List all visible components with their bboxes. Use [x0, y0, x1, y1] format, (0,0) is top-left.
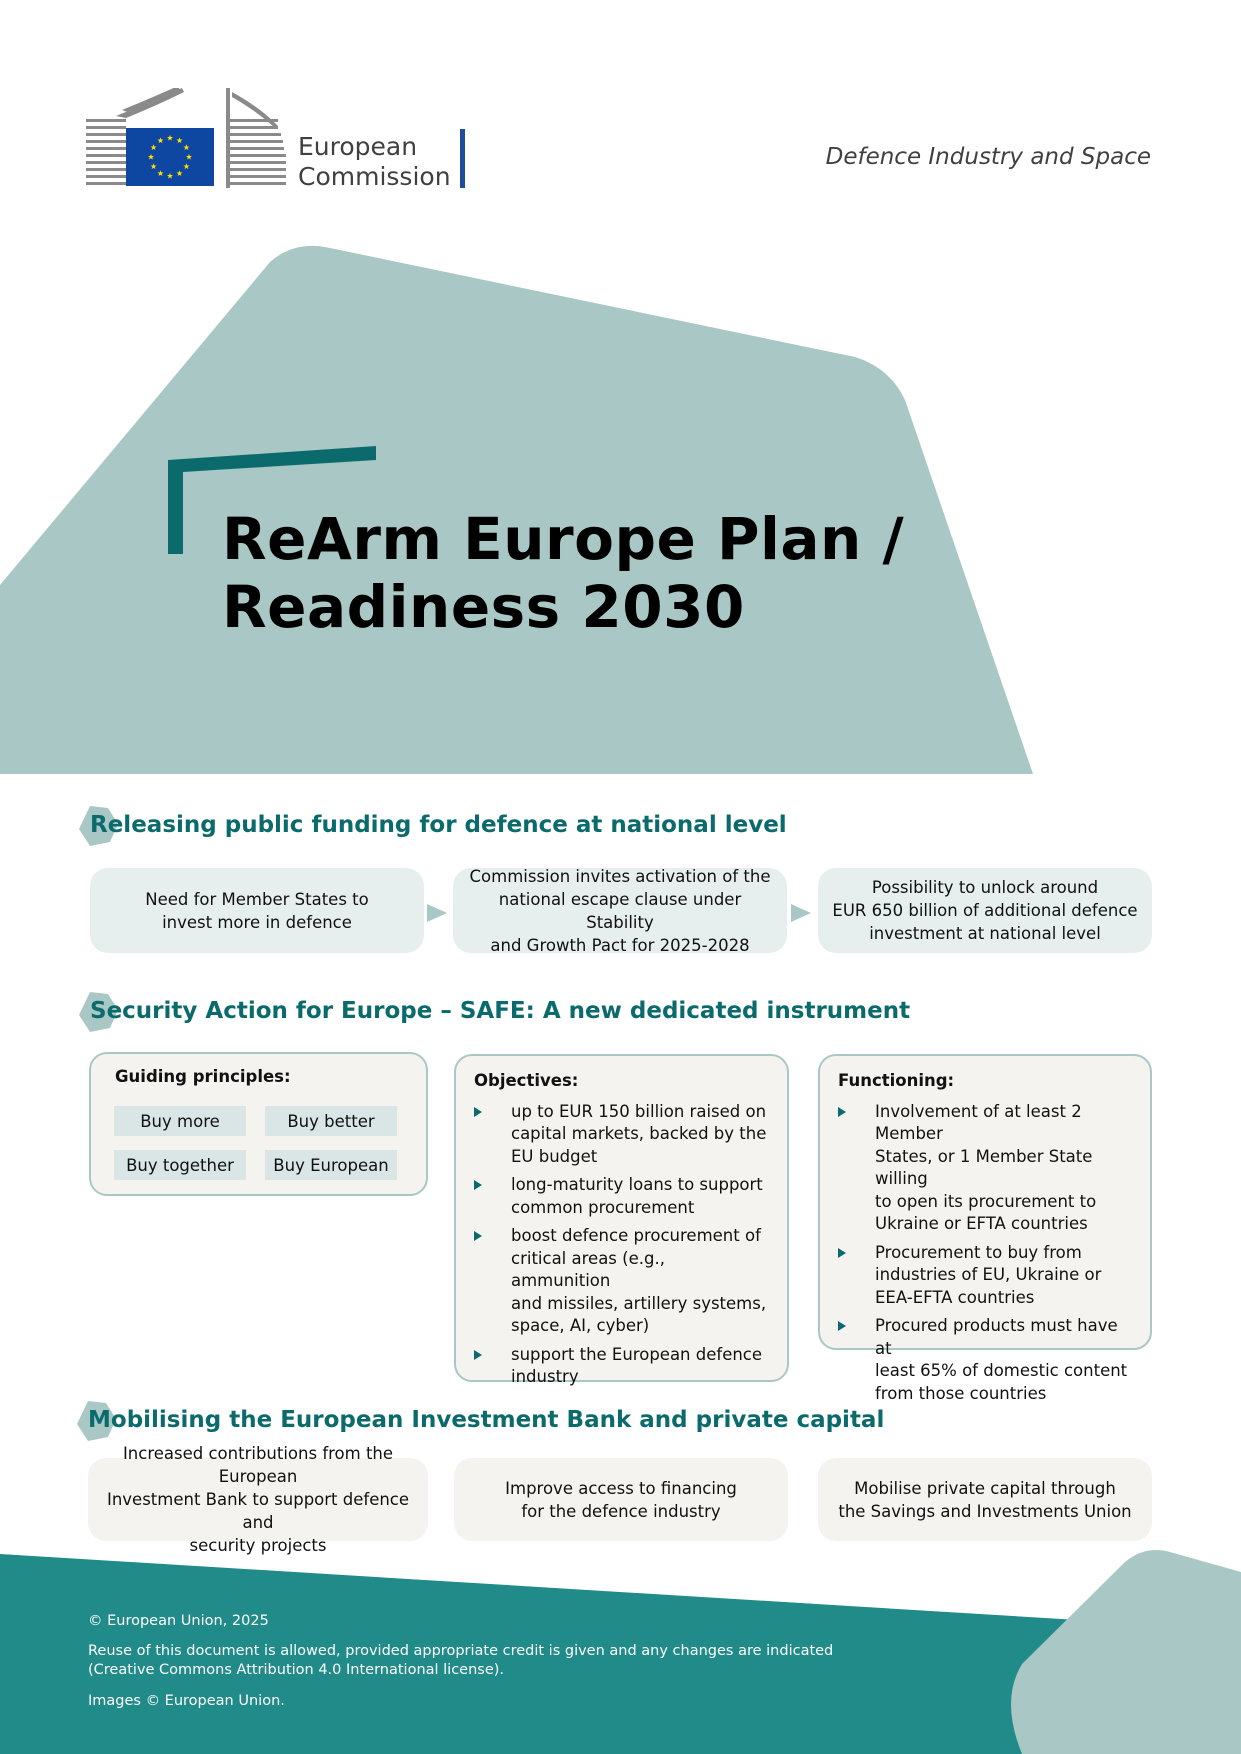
eib-box-text: Improve access to financing for the defence industry: [505, 1478, 737, 1521]
list-item: boost defence procurement of critical areas (e.g., ammunition and missiles, artillery systems, space, AI, cyber): [474, 1225, 769, 1338]
funding-box-text: Need for Member States to invest more in defence: [145, 889, 369, 932]
funding-box-text: Possibility to unlock around EUR 650 billion of additional defence investment at national level: [832, 878, 1138, 943]
arrow-right-icon: [791, 904, 811, 922]
funding-box-escape-clause: [453, 868, 787, 953]
list-item: up to EUR 150 billion raised on capital markets, backed by the EU budget: [474, 1101, 769, 1169]
funding-box-text: Commission invites activation of the national escape clause under Stability and Growth Pact for 2025-2028: [469, 866, 771, 955]
eib-box-financing: [454, 1458, 788, 1541]
bullet-triangle-icon: [838, 1107, 846, 1117]
principle-buy-better: Buy better: [265, 1106, 397, 1136]
list-item: long-maturity loans to support common procurement: [474, 1174, 769, 1219]
footer-images-credit: Images © European Union.: [88, 1693, 285, 1709]
page-title-line1: ReArm Europe Plan /: [222, 505, 905, 573]
bullet-triangle-icon: [474, 1350, 482, 1360]
objectives-panel: [454, 1054, 789, 1386]
principle-buy-together: Buy together: [114, 1150, 246, 1180]
page-title: [222, 505, 904, 641]
functioning-list: [838, 1101, 1132, 1406]
department-name: Defence Industry and Space: [825, 144, 1151, 170]
footer-reuse-notice: Reuse of this document is allowed, provided appropriate credit is given and any changes are indicated (Creative Commons Attribution 4.0 International license).: [88, 1643, 834, 1678]
footer-copyright: © European Union, 2025: [88, 1613, 269, 1629]
eib-box-text: Increased contributions from the European Investment Bank to support defence and security projects: [106, 1444, 410, 1555]
functioning-title: Functioning:: [838, 1071, 955, 1090]
organization-name-line2: Commission: [298, 162, 451, 191]
funding-box-unlock: [818, 868, 1152, 953]
objectives-title: Objectives:: [474, 1071, 579, 1090]
organization-name: [298, 132, 451, 192]
section-title-public-funding: Releasing public funding for defence at national level: [90, 812, 787, 838]
principle-buy-european: Buy European: [265, 1150, 397, 1180]
bullet-triangle-icon: [838, 1321, 846, 1331]
bullet-triangle-icon: [474, 1107, 482, 1117]
principle-buy-more: Buy more: [114, 1106, 246, 1136]
section-title-eib: Mobilising the European Investment Bank and private capital: [88, 1407, 885, 1433]
list-item: Procured products must have at least 65% of domestic content from those countries: [838, 1315, 1132, 1405]
eib-box-contributions: [88, 1444, 428, 1555]
objectives-list: [474, 1101, 769, 1389]
section-title-safe: Security Action for Europe – SAFE: A new dedicated instrument: [90, 998, 911, 1024]
logo-divider: [460, 129, 465, 188]
organization-name-line1: European: [298, 132, 418, 161]
list-item: Procurement to buy from industries of EU, Ukraine or EEA-EFTA countries: [838, 1242, 1132, 1310]
eib-box-text: Mobilise private capital through the Savings and Investments Union: [838, 1478, 1132, 1521]
list-item: Involvement of at least 2 Member States, or 1 Member State willing to open its procurement to Ukraine or EFTA countries: [838, 1101, 1132, 1236]
bullet-triangle-icon: [474, 1231, 482, 1241]
functioning-panel: [818, 1054, 1152, 1403]
bullet-triangle-icon: [838, 1248, 846, 1258]
arrow-right-icon: [427, 904, 447, 922]
funding-box-need: [90, 868, 424, 953]
page-title-line2: Readiness 2030: [222, 573, 745, 641]
list-item: support the European defence industry: [474, 1344, 769, 1389]
bullet-triangle-icon: [474, 1180, 482, 1190]
guiding-principles-title: Guiding principles:: [115, 1067, 291, 1086]
eib-box-private-capital: [818, 1458, 1152, 1541]
european-commission-logo: [86, 88, 290, 188]
